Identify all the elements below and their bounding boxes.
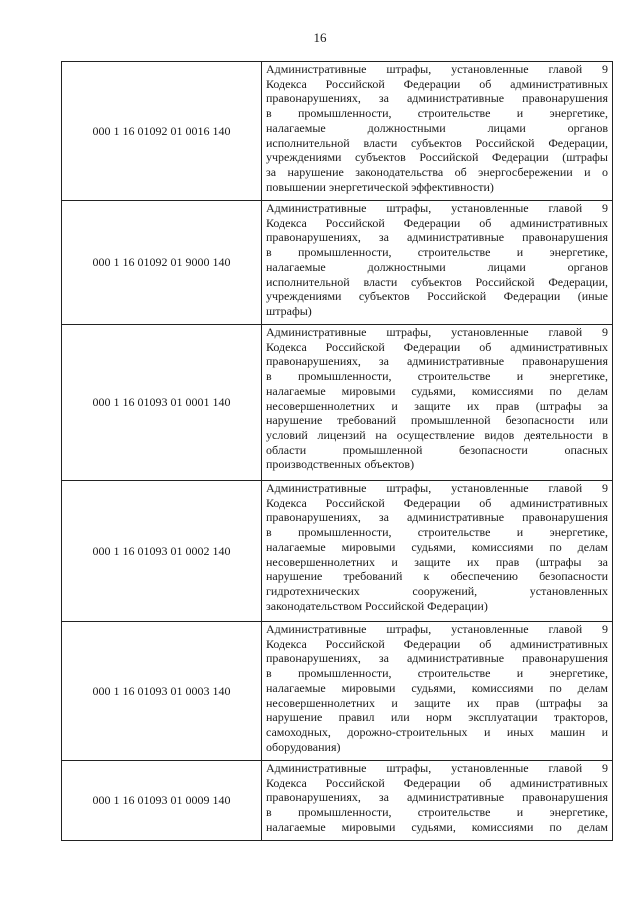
description-line: в промышленности, строительстве и энергетике, [266,245,608,260]
description-line: Административные штрафы, установленные главой 9 [266,622,608,636]
description-line: самоходных, дорожно-строительных и иных машин и [266,724,608,739]
description-line: правонарушениях, за административные правонарушения [266,510,608,525]
description-cell [262,481,613,622]
description-line: исполнительной власти субъектов Российской Федерации, [266,135,608,150]
description-line: налагаемые должностными лицами органов [266,120,608,135]
description-line: в промышленности, строительстве и энергетике, [266,106,608,121]
description-line: условий лицензий на осуществление видов деятельности в [266,427,608,442]
description-line: налагаемые должностными лицами органов [266,259,608,274]
budget-code-cell: 000 1 16 01093 01 0001 140 [62,325,262,481]
description-line: в промышленности, строительстве и энергетике, [266,805,608,820]
budget-code-cell: 000 1 16 01093 01 0003 140 [62,622,262,761]
description-cell [262,325,613,481]
description-line: несовершеннолетних и защите их прав (штрафы за [266,695,608,710]
description-cell [262,201,613,325]
description-line: правонарушениях, за административные правонарушения [266,790,608,805]
description-cell [262,62,613,201]
description-line: Административные штрафы, установленные главой 9 [266,325,608,339]
page-number: 16 [313,30,327,45]
table-row [62,761,613,841]
description-cell [262,761,613,841]
description-line: Кодекса Российской Федерации об административных [266,495,608,510]
description-line: правонарушениях, за административные правонарушения [266,230,608,245]
description-line: гидротехнических сооружений, установленных [266,583,608,598]
description-line: Административные штрафы, установленные главой 9 [266,481,608,495]
table-row [62,201,613,325]
description-line: повышении энергетической эффективности) [266,179,494,194]
description-line: исполнительной власти субъектов Российской Федерации, [266,274,608,289]
budget-codes-table [61,61,613,841]
description-line: за нарушение законодательства об энергосбережении и о [266,164,608,179]
table-row [62,481,613,622]
description-line: учреждениями субъектов Российской Федерации (иные [266,289,608,304]
description-line: несовершеннолетних и защите их прав (штрафы за [266,398,608,413]
description-line: Кодекса Российской Федерации об административных [266,339,608,354]
description-line: области промышленной безопасности опасных [266,442,608,457]
description-line: налагаемые мировыми судьями, комиссиями по делам [266,680,608,695]
description-line: налагаемые мировыми судьями, комиссиями по делам [266,819,608,834]
description-line: нарушение требований промышленной безопасности или [266,413,608,428]
description-line: нарушение правил или норм эксплуатации тракторов, [266,710,608,725]
description-line: законодательством Российской Федерации) [266,598,488,613]
description-line: в промышленности, строительстве и энергетике, [266,666,608,681]
description-line: нарушение требований к обеспечению безопасности [266,569,608,584]
table-row [62,622,613,761]
description-line: Кодекса Российской Федерации об административных [266,775,608,790]
description-line: правонарушениях, за административные правонарушения [266,651,608,666]
description-line: правонарушениях, за административные правонарушения [266,91,608,106]
description-line: Административные штрафы, установленные главой 9 [266,62,608,76]
description-line: Административные штрафы, установленные главой 9 [266,201,608,215]
description-line: Кодекса Российской Федерации об административных [266,76,608,91]
budget-code-cell: 000 1 16 01093 01 0002 140 [62,481,262,622]
description-line: в промышленности, строительстве и энергетике, [266,525,608,540]
description-line: штрафы) [266,303,312,318]
description-line: несовершеннолетних и защите их прав (штрафы за [266,554,608,569]
budget-code-cell: 000 1 16 01092 01 0016 140 [62,62,262,201]
description-cell [262,622,613,761]
table-row [62,325,613,481]
description-line: оборудования) [266,739,341,754]
budget-code-cell: 000 1 16 01093 01 0009 140 [62,761,262,841]
budget-code-cell: 000 1 16 01092 01 9000 140 [62,201,262,325]
description-line: производственных объектов) [266,457,415,472]
description-line: Административные штрафы, установленные главой 9 [266,761,608,775]
description-line: налагаемые мировыми судьями, комиссиями по делам [266,539,608,554]
description-line: Кодекса Российской Федерации об административных [266,215,608,230]
description-line: в промышленности, строительстве и энергетике, [266,369,608,384]
description-line: налагаемые мировыми судьями, комиссиями по делам [266,383,608,398]
description-line: Кодекса Российской Федерации об административных [266,636,608,651]
description-line: правонарушениях, за административные правонарушения [266,354,608,369]
description-line: учреждениями субъектов Российской Федерации (штрафы [266,150,608,165]
table-row [62,62,613,201]
